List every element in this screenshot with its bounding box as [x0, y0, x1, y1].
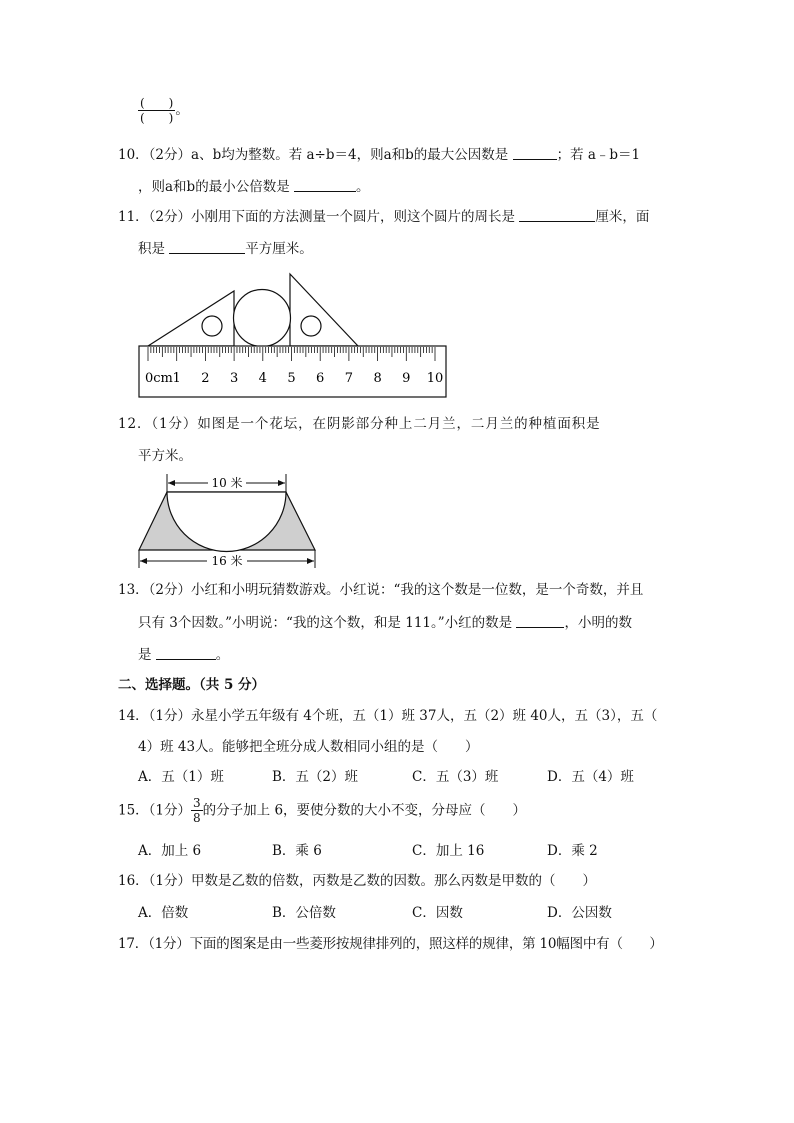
question-text: 厘米，面: [595, 209, 650, 225]
section-title: 二、选择题。（共 5 分）: [118, 677, 266, 693]
top-width-label: 10 米: [211, 476, 243, 490]
q15-option-a[interactable]: A．加上 6: [138, 843, 202, 859]
q14-option-c[interactable]: C．五（3）班: [412, 769, 499, 785]
question-text: 的分子加上 6，要使分数的大小不变，分母应（ ）: [202, 802, 527, 819]
question-text: 平方厘米。: [245, 241, 313, 257]
question-16-line-1: [118, 873, 596, 889]
question-13-line-2: [138, 614, 632, 631]
question-text: 15．（1分）: [118, 802, 192, 819]
fraction-denominator-blank[interactable]: ( ): [140, 111, 174, 125]
fraction-numerator: 3: [193, 796, 201, 810]
section-2-heading: [118, 677, 265, 693]
question-17-line-1: [118, 936, 663, 952]
sentence-end: 。: [175, 102, 189, 118]
bottom-width-label: 16 米: [211, 554, 243, 568]
ruler-label: 9: [402, 371, 411, 386]
question-10-line-2: [138, 178, 370, 195]
question-text: 13．（2分）小红和小明玩猜数游戏。小红说：“我的这个数是一位数，是一个奇数，并且: [118, 582, 644, 598]
question-text: 只有 3个因数。”小明说：“我的这个数，和是 111。”小红的数是: [138, 615, 513, 631]
question-14-line-1: [118, 708, 657, 724]
question-text: 是: [138, 647, 152, 663]
question-15-line-1: [118, 796, 526, 825]
ruler-label: 8: [373, 371, 382, 386]
question-text: ，则a和b的最小公倍数是: [138, 179, 290, 195]
question-text: 4）班 43人。能够把全班分成人数相同小组的是（ ）: [138, 739, 479, 755]
ruler-label: 6: [316, 371, 325, 386]
question-12-line-1: [118, 416, 601, 432]
fraction-denominator: 8: [193, 811, 201, 825]
answer-blank-xiaoming-number[interactable]: [156, 646, 216, 660]
question-12-line-2: [138, 448, 192, 464]
answer-fraction: [138, 96, 175, 125]
right-set-square: [290, 274, 358, 346]
left-set-square-hole: [202, 316, 222, 336]
fraction-three-eighths: [191, 796, 203, 825]
ruler-unit-label: 0cm: [145, 371, 173, 386]
q15-option-b[interactable]: B．乘 6: [272, 843, 322, 859]
question-text: 17．（1分）下面的图案是由一些菱形按规律排列的，照这样的规律，第 10幅图中有（ ）: [118, 936, 663, 952]
q16-option-a[interactable]: A．倍数: [138, 905, 189, 921]
ruler-label: 1: [172, 371, 181, 386]
question-text: 平方米。: [138, 448, 192, 464]
answer-blank-gcd[interactable]: [513, 146, 557, 160]
question-14-line-2: [138, 739, 479, 755]
answer-blank-xiaohong-number[interactable]: [516, 614, 564, 628]
q14-option-d[interactable]: D．五（4）班: [547, 769, 634, 785]
measured-circle: [234, 290, 291, 347]
q9-fraction-answer: [138, 96, 189, 125]
q16-option-c[interactable]: C．因数: [412, 905, 463, 921]
answer-blank-circumference[interactable]: [519, 208, 595, 222]
left-set-square: [148, 291, 234, 346]
answer-blank-lcm[interactable]: [294, 178, 356, 192]
question-text: 16．（1分）甲数是乙数的倍数，丙数是乙数的因数。那么丙数是甲数的（ ）: [118, 873, 597, 889]
question-13-line-3: [138, 646, 229, 663]
ruler-label: 10: [426, 371, 444, 386]
q15-option-c[interactable]: C．加上 16: [412, 843, 485, 859]
question-text: 10．（2分）a、b均为整数。若 a÷b＝4，则a和b的最大公因数是: [118, 147, 509, 163]
ruler-measurement-figure: [130, 268, 460, 402]
question-text: 。: [356, 179, 370, 195]
ruler-label: 7: [344, 371, 354, 386]
question-text: 12．（1分）如图是一个花坛，在阴影部分种上二月兰，二月兰的种植面积是: [118, 416, 601, 432]
ruler-label: 4: [258, 371, 267, 386]
ruler-label: 3: [229, 371, 239, 386]
question-11-line-1: [118, 208, 649, 225]
q16-option-b[interactable]: B．公倍数: [272, 905, 336, 921]
question-text: ，小明的数: [564, 615, 632, 631]
q16-option-d[interactable]: D．公因数: [547, 905, 612, 921]
fraction-numerator-blank[interactable]: ( ): [140, 96, 174, 110]
question-11-line-2: [138, 240, 313, 257]
flowerbed-figure: [130, 470, 330, 574]
question-10-line-1: [118, 146, 640, 163]
question-text: 11．（2分）小刚用下面的方法测量一个圆片，则这个圆片的周长是: [118, 209, 516, 225]
ruler-label: 5: [287, 371, 296, 386]
ruler-label: 2: [201, 371, 210, 386]
question-text: 14．（1分）永星小学五年级有 4个班，五（1）班 37人，五（2）班 40人，五（3），五（: [118, 708, 658, 724]
q15-option-d[interactable]: D．乘 2: [547, 843, 598, 859]
question-text: 积是: [138, 241, 165, 257]
answer-blank-area[interactable]: [169, 240, 245, 254]
question-13-line-1: [118, 582, 643, 598]
question-text: 。: [215, 647, 230, 663]
question-text: ；若 a﹣b＝1: [556, 147, 641, 163]
q14-option-a[interactable]: A．五（1）班: [138, 769, 224, 785]
q14-option-b[interactable]: B．五（2）班: [272, 769, 359, 785]
right-set-square-hole: [301, 316, 321, 336]
